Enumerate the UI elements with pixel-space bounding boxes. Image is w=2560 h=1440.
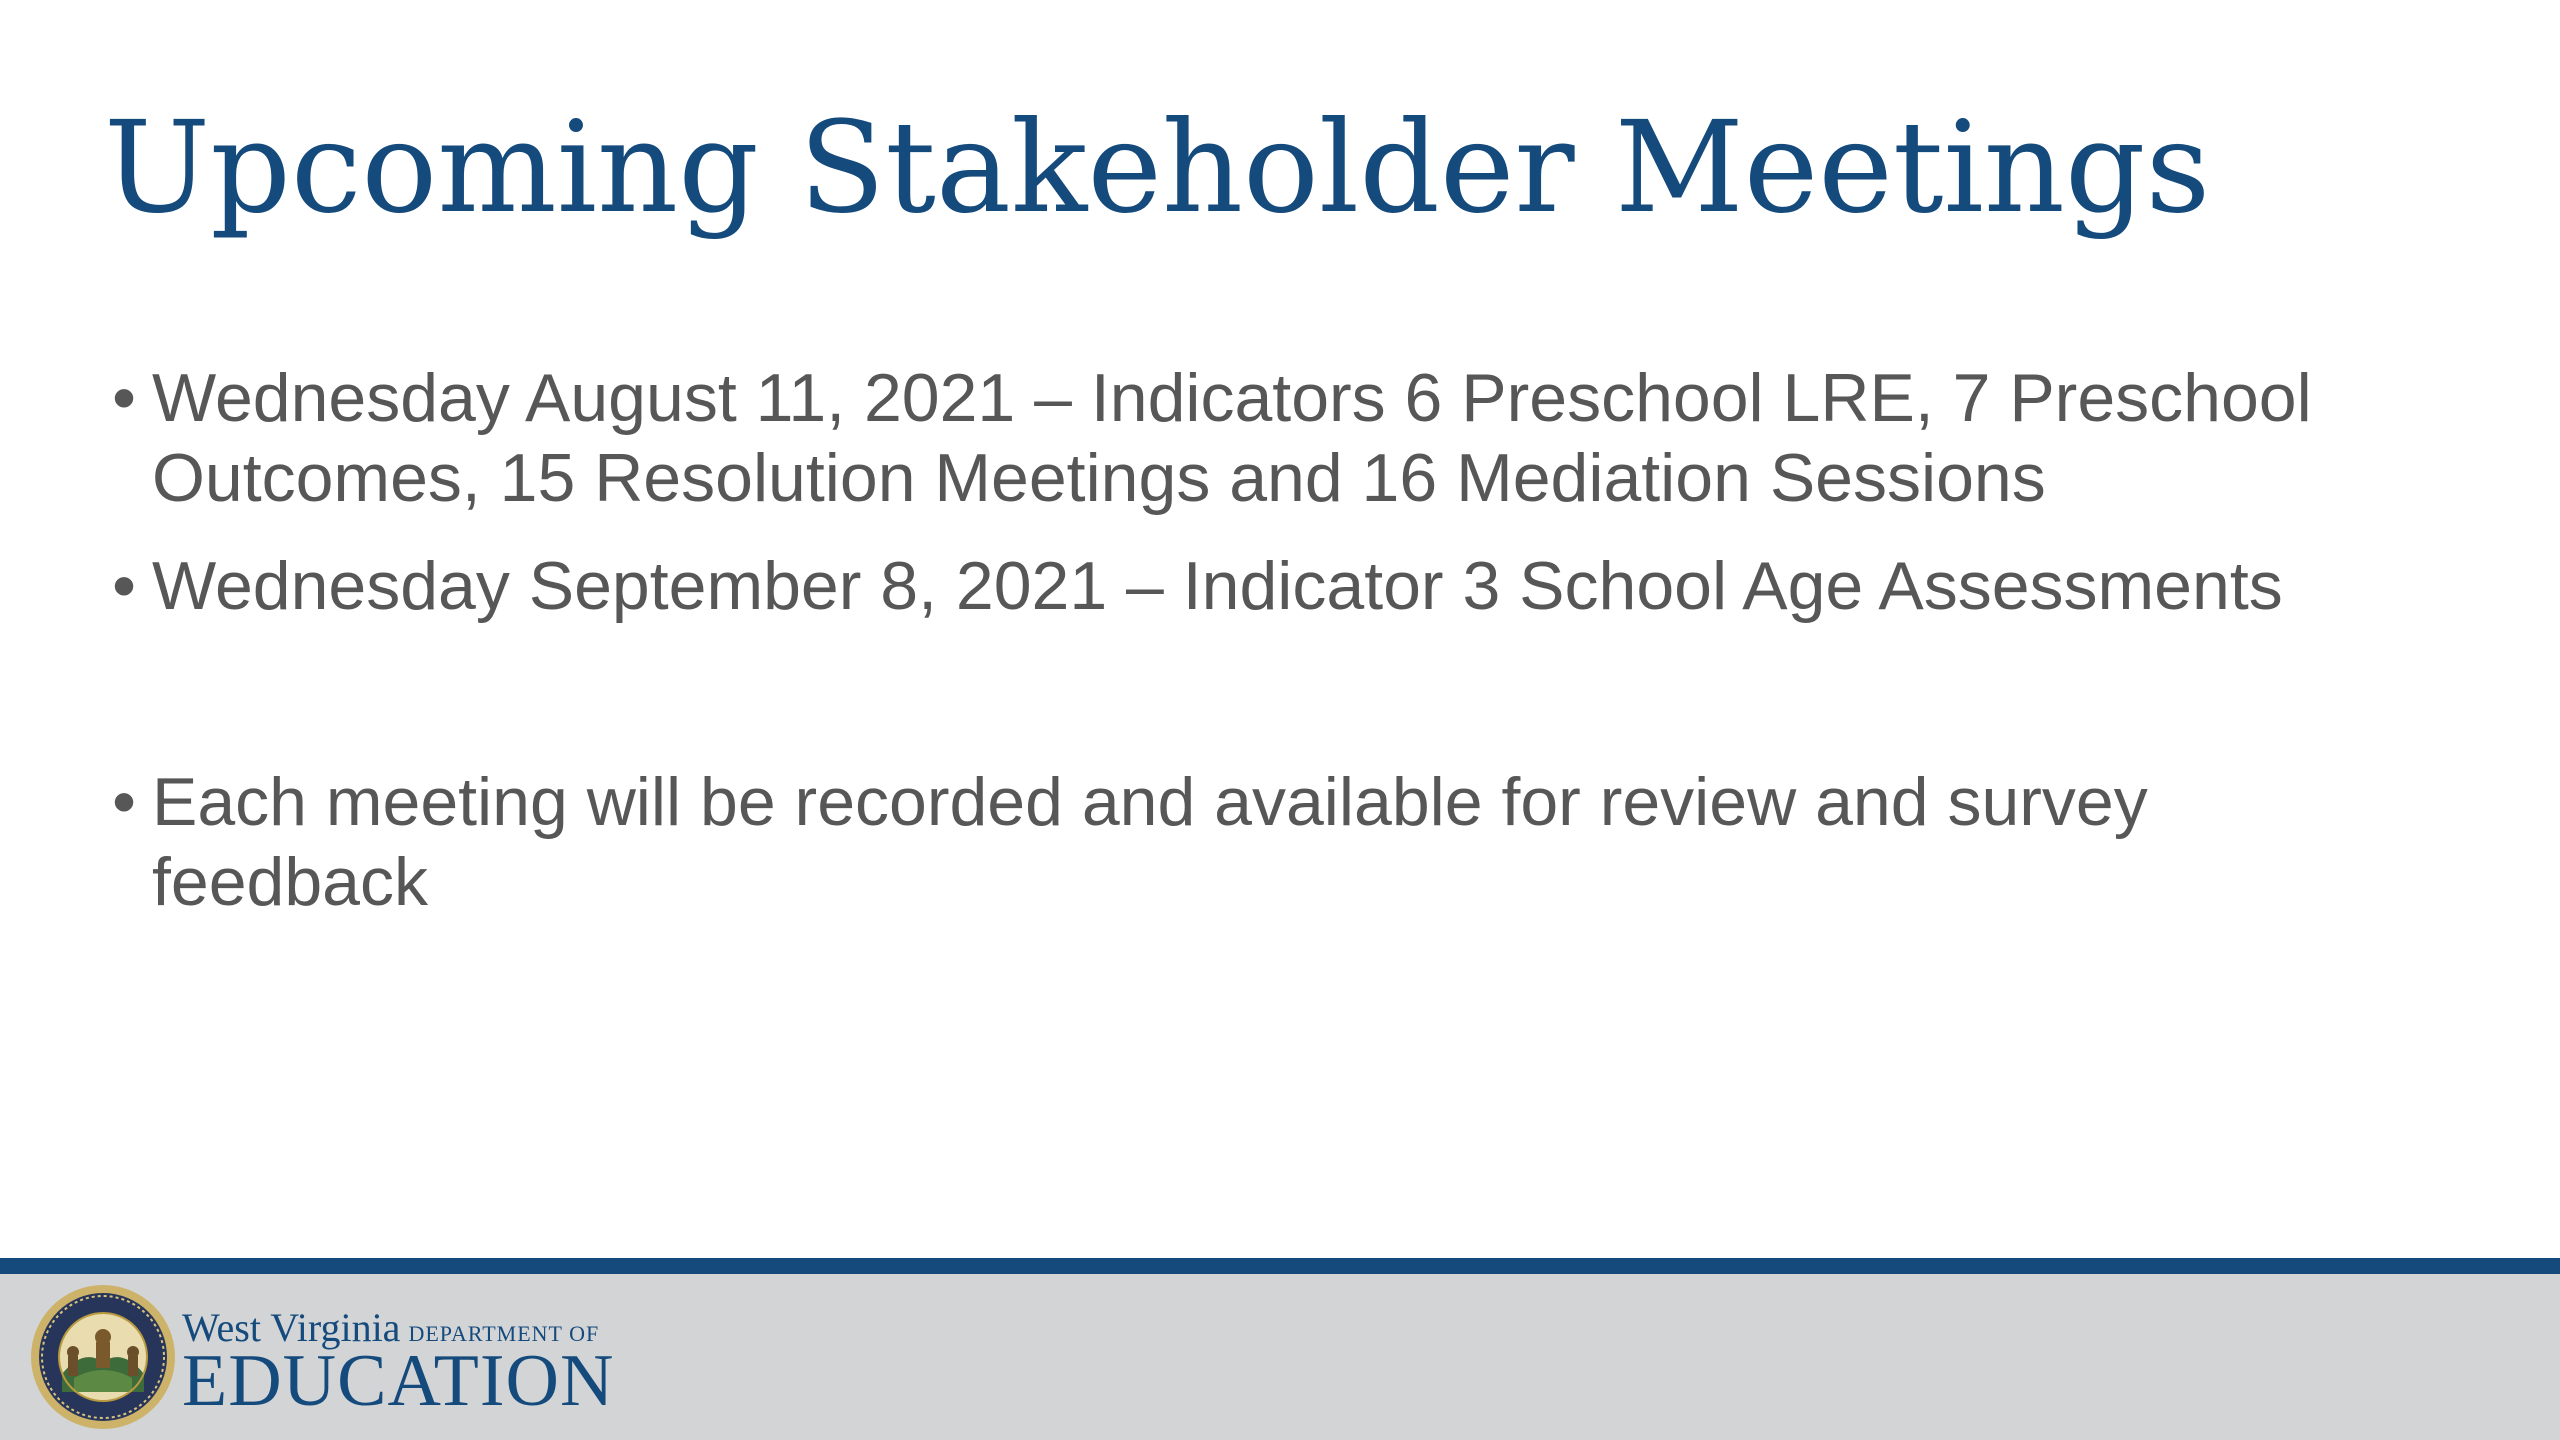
bullet-text: Wednesday September 8, 2021 – Indicator 3 School Age Assessments bbox=[152, 548, 2283, 624]
bullet-marker: • bbox=[112, 360, 136, 436]
bullet-item bbox=[100, 762, 2440, 922]
bullet-marker: • bbox=[112, 548, 136, 624]
bullet-marker: • bbox=[112, 764, 136, 840]
brand-organization: EDUCATION bbox=[182, 1340, 615, 1422]
footer-band bbox=[0, 1274, 2560, 1440]
bullet-text: Wednesday August 11, 2021 – Indicators 6 Preschool LRE, 7 Preschool Outcomes, 15 Resolution Meetings and 16 Mediation Sessions bbox=[152, 360, 2312, 516]
bullet-text: Each meeting will be recorded and available for review and survey feedback bbox=[152, 764, 2148, 920]
slide-title: Upcoming Stakeholder Meetings bbox=[104, 94, 2211, 241]
state-seal-icon bbox=[28, 1282, 178, 1432]
bullet-list bbox=[100, 358, 2440, 922]
wvde-wordmark bbox=[182, 1304, 742, 1424]
brand-state-name: West Virginia bbox=[182, 1305, 401, 1350]
bullet-item bbox=[100, 546, 2440, 626]
bullet-item bbox=[100, 358, 2440, 518]
footer-rule bbox=[0, 1258, 2560, 1274]
brand-department-label: DEPARTMENT OF bbox=[408, 1321, 600, 1346]
